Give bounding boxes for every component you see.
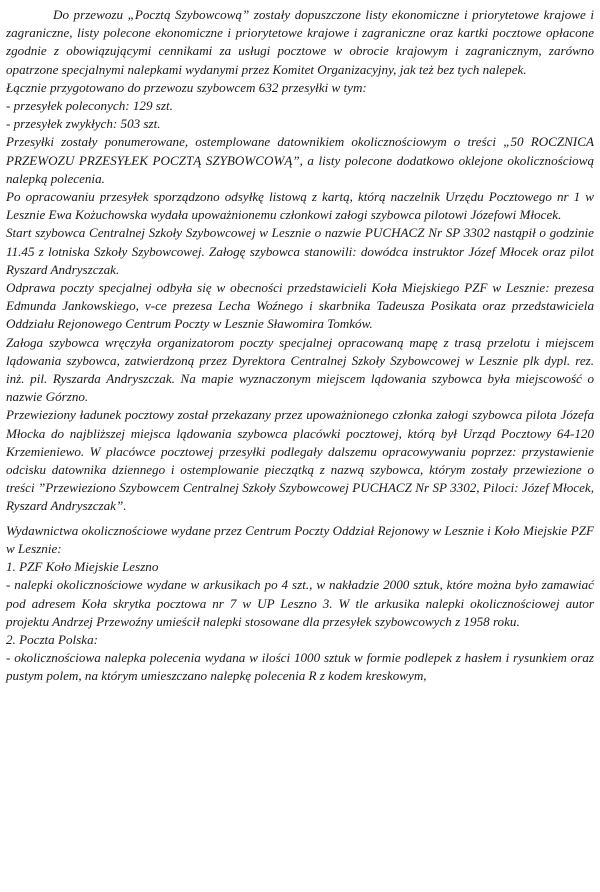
paragraph-mail-types: Do przewozu „Pocztą Szybowcową” zostały dopuszczone listy ekonomiczne i priorytetowe krajowe i zagraniczne, listy polecone ekonomiczne i priorytetowe krajowe i zagraniczne oraz kartki pocztowe opłacone zgodnie z obowiązującymi cennikami za usługi pocztowe w obrocie krajowym i zagranicznym, zarówno opatrzone specjalnymi nalepkami wydanymi przez Komitet Organizacyjny, jak też bez tych nalepek. xyxy=(6,7,594,77)
list-item-labels: - nalepki okolicznościowe wydane w arkusikach po 4 szt., w nakładzie 2000 sztuk, które można było zamawiać pod adresem Koła skrytka pocztowa nr 7 w UP Leszno 3. W tle arkusika nalepki okolicznościowej autor projektu Andrzej Przewoźny umieścił nalepki stosowane dla przesyłek szybowcowych z 1958 roku. xyxy=(6,577,594,629)
paragraph-handover: Przewieziony ładunek pocztowy został przekazany przez upoważnionego członka załogi szybowca pilota Józefa Młocka do najbliższej miejsca lądowania szybowca placówki pocztowej, którą był Urząd Pocztowy 64-120 Krzemieniewo. W placówce pocztowej przesyłki podlegały dalszemu opracowywaniu poprzez: przystawienie odcisku datownika dziennego i ostemplowanie pieczątką z nazwą szybowca, którym zostały przewiezione o treści ”Przewieziono Szybowcem Centralnej Szkoły Szybowcowej PUCHACZ Nr SP 3302, Piloci: Józef Młocek, Ryszard Andryszczak”. xyxy=(6,407,594,514)
paragraph-clearance: Odprawa poczty specjalnej odbyła się w obecności przedstawicieli Koła Miejskiego PZF w Lesznie: prezesa Edmunda Jankowskiego, v-ce prezesa Lecha Woźnego i skarbnika Tadeusza Posikata oraz przedstawiciela Oddziału Rejonowego Centrum Poczty w Lesznie Sławomira Tomków. xyxy=(6,280,594,332)
paragraph-route-map: Załoga szybowca wręczyła organizatorom poczty specjalnej opracowaną mapę z trasą przelotu i miejscem lądowania szybowca, zatwierdzoną przez Dyrektora Centralnej Szkoły Szybowcowej w Lesznie plk dypl. rez. inż. pil. Ryszarda Andryszczak. Na mapie wyznaczonym miejscem lądowania szybowca była miejscowość o nazwie Górzno. xyxy=(6,334,594,405)
paragraph-total-count: Łącznie przygotowano do przewozu szybowcem 632 przesyłki w tym: xyxy=(6,79,367,95)
heading-pzf-club: 1. PZF Koło Miejskie Leszno xyxy=(6,559,159,575)
heading-polish-post: 2. Poczta Polska: xyxy=(6,631,99,647)
list-item-ordinary: - przesyłek zwykłych: 503 szt. xyxy=(6,116,161,132)
paragraph-takeoff: Start szybowca Centralnej Szkoły Szybowcowej w Lesznie o nazwie PUCHACZ Nr SP 3302 nastąpił o godzinie 11.45 z lotniska Szkoły Szybowcowej. Załogę szybowca stanowili: dowódca instruktor Józef Młocek oraz pilot Ryszard Andryszczak. xyxy=(6,225,594,277)
list-item-registration-label: - okolicznościowa nalepka polecenia wydana w ilości 1000 sztuk w formie podlepek z hasłem i rysunkiem oraz pustym polem, na którym umieszczano nalepkę polecenia R z kodem kreskowym, xyxy=(6,650,594,684)
paragraph-postmark: Przesyłki zostały ponumerowane, ostemplowane datownikiem okolicznościowym o treści „50 ROCZNICA PRZEWOZU PRZESYŁEK POCZTĄ SZYBOWCOWĄ”, a listy polecone dodatkowo oklejone okolicznościową nalepką polecenia. xyxy=(6,134,594,186)
paragraph-dispatch: Po opracowaniu przesyłek sporządzono odsyłkę listową z kartą, którą naczelnik Urzędu Pocztowego nr 1 w Lesznie Ewa Kożuchowska wydała upoważnionemu członkowi załogi szybowca pilotowi Józefowi Młocek. xyxy=(6,189,594,223)
list-item-registered: - przesyłek poleconych: 129 szt. xyxy=(6,98,173,114)
paragraph-publications: Wydawnictwa okolicznościowe wydane przez Centrum Poczty Oddział Rejonowy w Lesznie i Koło Miejskie PZF w Lesznie: xyxy=(6,522,594,556)
